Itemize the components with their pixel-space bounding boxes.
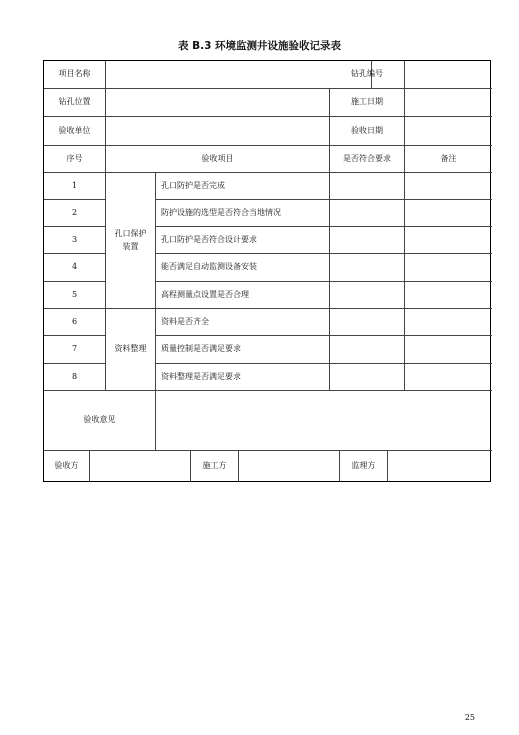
row-conform[interactable] [330, 227, 405, 254]
field-supervisor[interactable] [388, 451, 490, 481]
field-constructor[interactable] [239, 451, 340, 481]
row-no: 3 [44, 227, 106, 254]
row-note[interactable] [405, 200, 492, 227]
label-constructor: 施工方 [191, 451, 239, 481]
page-number: 25 [464, 713, 475, 722]
row-no: 1 [44, 173, 106, 200]
row-no: 7 [44, 336, 106, 364]
header-item: 验收项目 [106, 146, 330, 173]
row-item: 资料整理是否满足要求 [156, 364, 330, 391]
row-item: 防护设施的选型是否符合当地情况 [156, 200, 330, 227]
row-no: 4 [44, 254, 106, 282]
row-conform[interactable] [330, 200, 405, 227]
label-acceptor: 验收方 [44, 451, 90, 481]
row-note[interactable] [405, 227, 492, 254]
row-note[interactable] [405, 173, 492, 200]
field-acceptance-unit[interactable] [106, 117, 330, 146]
table-title: 表 B.3 环境监测井设施验收记录表 [177, 40, 342, 52]
field-opinion[interactable] [156, 391, 492, 451]
row-no: 5 [44, 282, 106, 309]
row-item: 孔口防护是否完成 [156, 173, 330, 200]
row-no: 8 [44, 364, 106, 391]
row-item: 质量控制是否满足要求 [156, 336, 330, 364]
row-conform[interactable] [330, 364, 405, 391]
label-supervisor: 监理方 [340, 451, 388, 481]
row-item: 高程测量点设置是否合理 [156, 282, 330, 309]
label-borehole-location: 钻孔位置 [44, 89, 106, 117]
field-acceptance-date[interactable] [405, 117, 492, 146]
row-conform[interactable] [330, 254, 405, 282]
row-no: 2 [44, 200, 106, 227]
row-note[interactable] [405, 364, 492, 391]
row-item: 能否满足自动监测设备安装 [156, 254, 330, 282]
row-note[interactable] [405, 336, 492, 364]
field-construction-date[interactable] [405, 89, 492, 117]
field-acceptor[interactable] [90, 451, 191, 481]
row-note[interactable] [405, 254, 492, 282]
field-borehole-no[interactable] [405, 61, 492, 89]
group-data-arrangement: 资料整理 [106, 309, 156, 391]
row-conform[interactable] [330, 282, 405, 309]
label-acceptance-date: 验收日期 [330, 117, 405, 146]
row-conform[interactable] [330, 309, 405, 336]
field-borehole-location[interactable] [106, 89, 330, 117]
row-item: 孔口防护是否符合设计要求 [156, 227, 330, 254]
row-item: 资料是否齐全 [156, 309, 330, 336]
header-note: 备注 [405, 146, 492, 173]
label-borehole-no: 钻孔编号 [330, 61, 405, 89]
header-conform: 是否符合要求 [330, 146, 405, 173]
header-seq: 序号 [44, 146, 106, 173]
label-acceptance-unit: 验收单位 [44, 117, 106, 146]
row-note[interactable] [405, 282, 492, 309]
row-conform[interactable] [330, 173, 405, 200]
row-conform[interactable] [330, 336, 405, 364]
row-no: 6 [44, 309, 106, 336]
row-note[interactable] [405, 309, 492, 336]
acceptance-form [43, 60, 491, 482]
label-project-name: 项目名称 [44, 61, 106, 89]
label-construction-date: 施工日期 [330, 89, 405, 117]
label-opinion: 验收意见 [44, 391, 156, 451]
group-wellhead-protection: 孔口保护 装置 [106, 173, 156, 309]
